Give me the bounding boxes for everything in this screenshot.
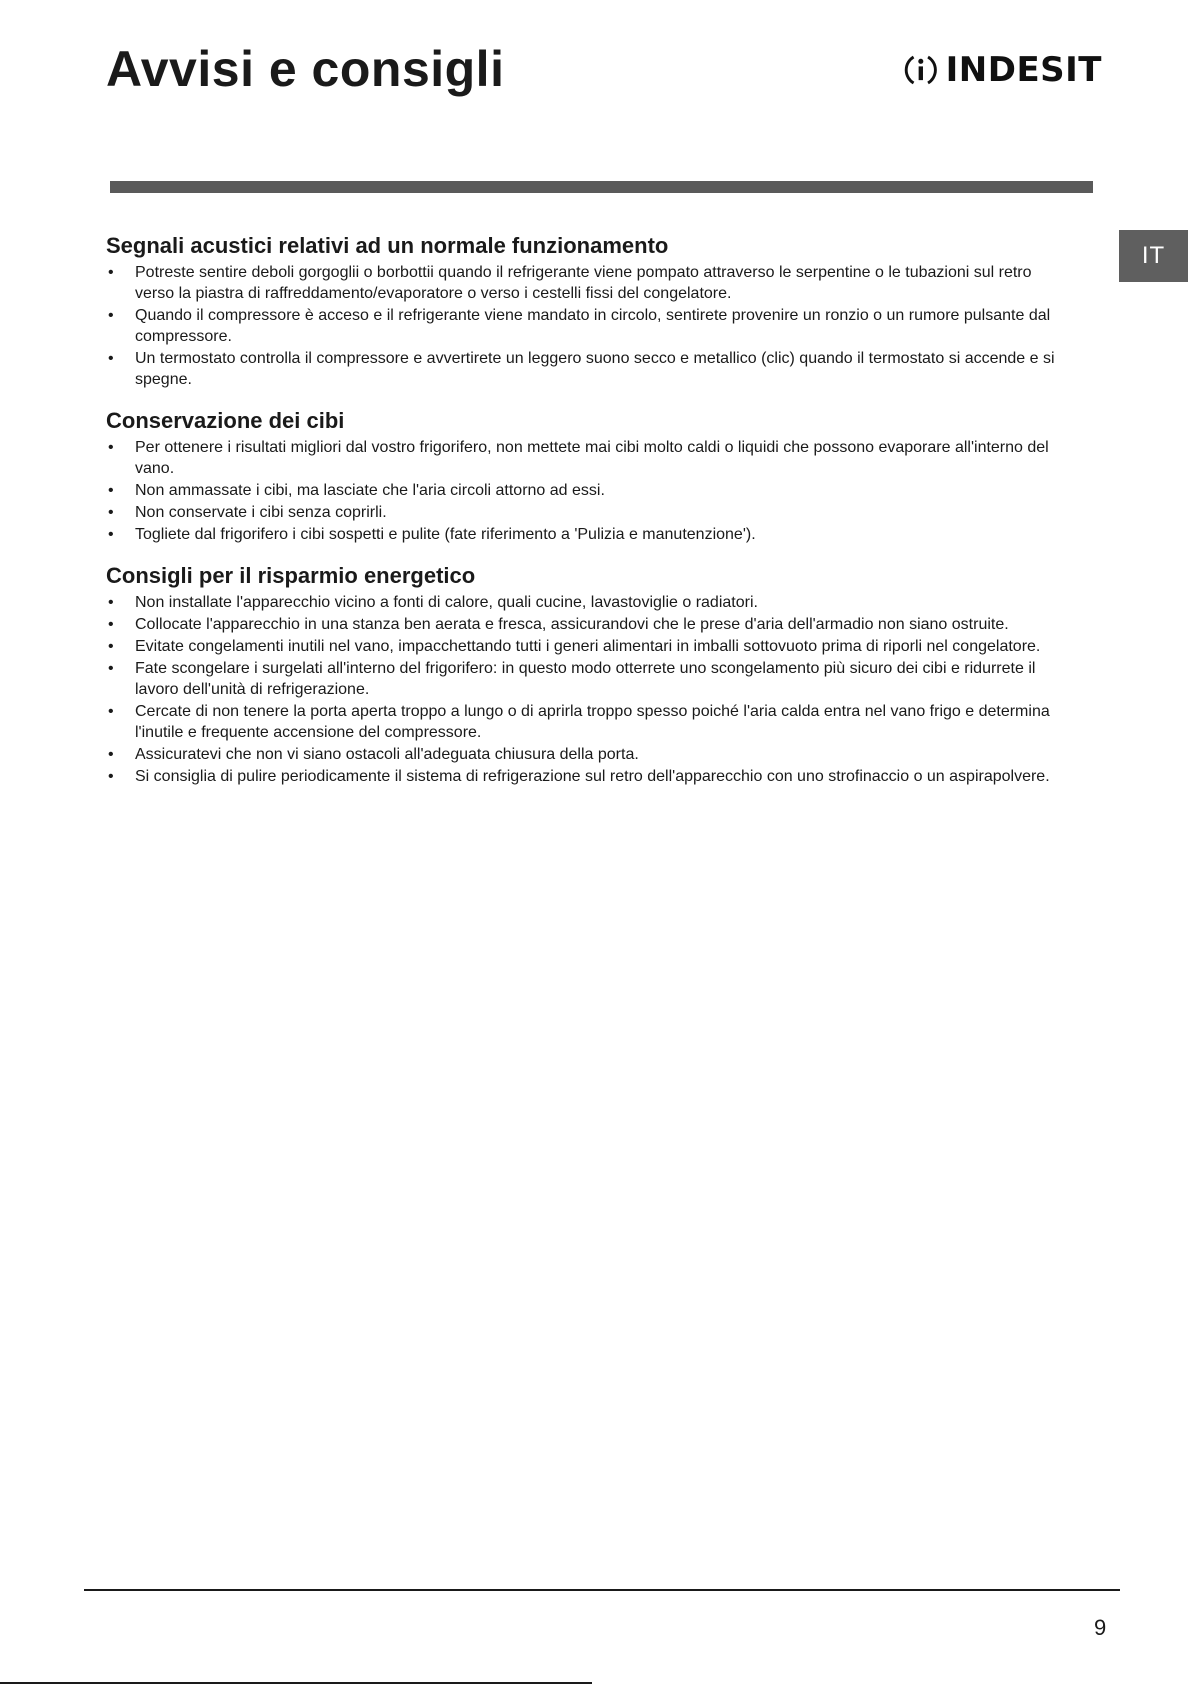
list-item-text: Per ottenere i risultati migliori dal vostro frigorifero, non mettete mai cibi molto caldi o liquidi che possono evaporare all'interno del vano. [135,439,1049,477]
section-heading: Conservazione dei cibi [106,408,345,433]
list-item-text: Quando il compressore è acceso e il refrigerante viene mandato in circolo, sentirete provenire un ronzio o un rumore pulsante dal compressore. [135,307,1051,345]
list-item [106,744,1068,765]
list-item-text: Un termostato controlla il compressore e avvertirete un leggero suono secco e metallico (clic) quando il termostato si accende e si spegne. [135,350,1055,388]
list-item [106,658,1068,700]
section-heading: Consigli per il risparmio energetico [106,563,476,588]
list-item-text: Evitate congelamenti inutili nel vano, impacchettando tutti i generi alimentari in imballi sottovuoto prima di riporli nel congelatore. [135,638,1041,655]
bullet-icon: • [108,746,114,763]
bullet-icon: • [108,660,114,677]
bullet-list [106,437,1068,545]
list-item-text: Si consiglia di pulire periodicamente il sistema di refrigerazione sul retro dell'apparecchio con uno strofinaccio o un aspirapolvere. [135,768,1050,785]
list-item [106,262,1068,304]
bullet-list [106,592,1068,787]
bullet-icon: • [108,703,114,720]
list-item [106,592,1068,613]
list-item-text: Non installate l'apparecchio vicino a fonti di calore, quali cucine, lavastoviglie o radiatori. [135,594,758,611]
list-item [106,701,1068,743]
language-tab: IT [1119,230,1188,282]
bullet-icon: • [108,350,114,367]
bullet-icon: • [108,638,114,655]
bullet-icon: • [108,307,114,324]
section-food-storage [106,408,1068,545]
bullet-icon: • [108,768,114,785]
list-item [106,305,1068,347]
bullet-icon: • [108,264,114,281]
list-item [106,502,1068,523]
list-item-text: Assicuratevi che non vi siano ostacoli all'adeguata chiusura della porta. [135,746,639,763]
list-item-text: Fate scongelare i surgelati all'interno del frigorifero: in questo modo otterrete uno scongelamento più sicuro dei cibi e ridurrete il lavoro dell'unità di refrigerazione. [135,660,1036,698]
footer-divider [84,1589,1120,1591]
title-divider [110,181,1093,193]
list-item-text: Non conservate i cibi senza coprirli. [135,504,387,521]
list-item-text: Cercate di non tenere la porta aperta troppo a lungo o di aprirla troppo spesso poiché l'aria calda entra nel vano frigo e determina l'inutile e frequente accensione del compressore. [135,703,1050,741]
bullet-icon: • [108,616,114,633]
list-item [106,480,1068,501]
section-energy-saving [106,563,1068,787]
bullet-list [106,262,1068,390]
bullet-icon: • [108,439,114,456]
main-content [106,233,1068,805]
bullet-icon: • [108,526,114,543]
page-title: Avvisi e consigli [106,41,505,97]
list-item [106,524,1068,545]
bullet-icon: • [108,594,114,611]
list-item [106,437,1068,479]
list-item-text: Togliete dal frigorifero i cibi sospetti e pulite (fate riferimento a 'Pulizia e manutenzione'). [135,526,756,543]
info-circle-icon [902,44,940,96]
list-item [106,766,1068,787]
indesit-logo [902,42,1102,98]
section-heading: Segnali acustici relativi ad un normale funzionamento [106,233,669,258]
list-item [106,636,1068,657]
list-item [106,614,1068,635]
bullet-icon: • [108,504,114,521]
brand-name: INDESIT [945,50,1102,90]
bottom-edge-divider [0,1682,592,1684]
list-item-text: Non ammassate i cibi, ma lasciate che l'aria circoli attorno ad essi. [135,482,605,499]
list-item [106,348,1068,390]
list-item-text: Potreste sentire deboli gorgoglii o borbottii quando il refrigerante viene pompato attraverso le serpentine o le tubazioni sul retro verso la piastra di raffreddamento/evaporatore o verso i cestelli fissi del congelatore. [135,264,1032,302]
bullet-icon: • [108,482,114,499]
page-number: 9 [1094,1615,1107,1640]
section-acoustic-signals [106,233,1068,390]
list-item-text: Collocate l'apparecchio in una stanza ben aerata e fresca, assicurandovi che le prese d'aria dell'armadio non siano ostruite. [135,616,1009,633]
